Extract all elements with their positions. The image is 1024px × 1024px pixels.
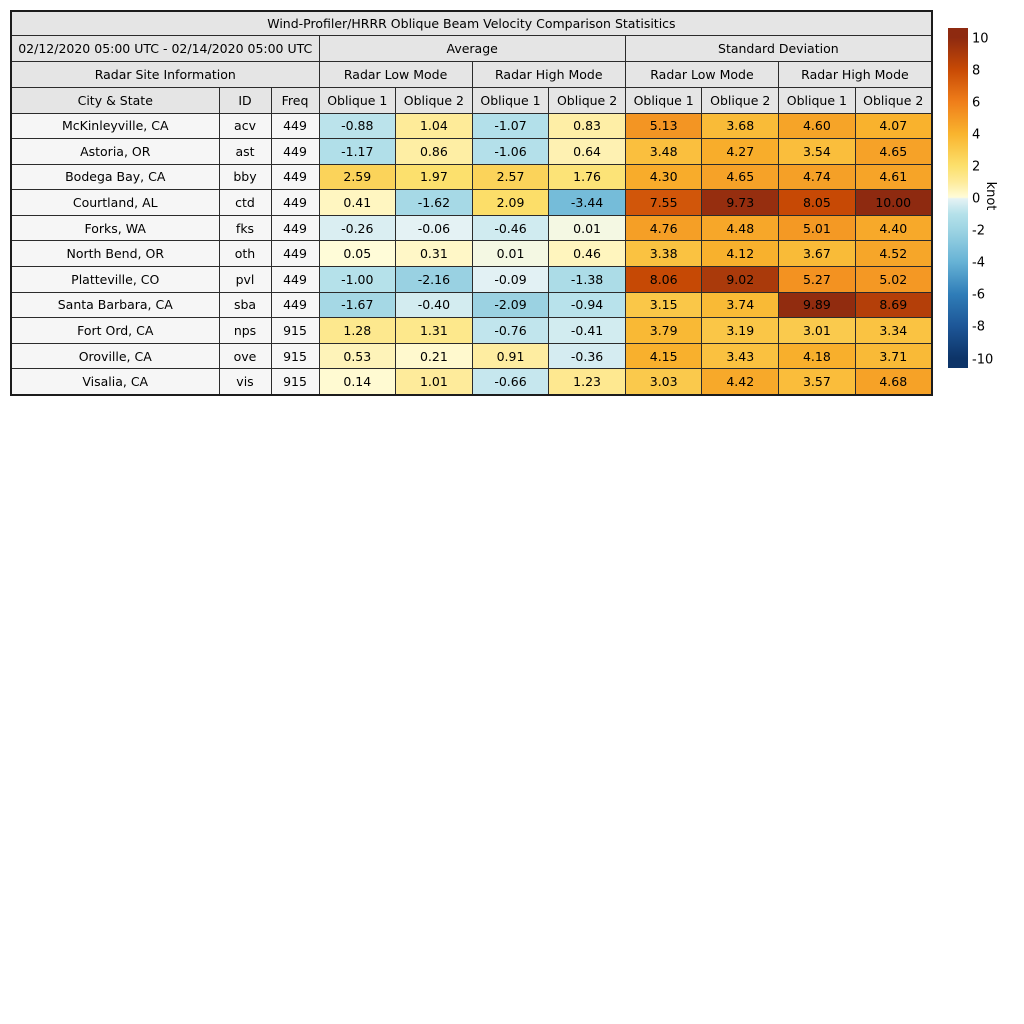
value-cell: 9.02 (702, 267, 779, 293)
group-header-average: Average (319, 35, 625, 61)
column-header-8: Oblique 2 (702, 87, 779, 113)
value-cell: 0.21 (396, 343, 473, 369)
value-cell: 9.73 (702, 190, 779, 216)
table-row (11, 215, 932, 241)
table-row (11, 292, 932, 318)
value-cell: 1.76 (549, 164, 626, 190)
group-header-row (11, 35, 932, 61)
table-row (11, 369, 932, 395)
value-cell: 0.53 (319, 343, 396, 369)
city-cell: Bodega Bay, CA (11, 164, 219, 190)
value-cell: 4.74 (779, 164, 856, 190)
value-cell: 3.34 (855, 318, 932, 344)
value-cell: 3.15 (625, 292, 702, 318)
value-cell: -2.16 (396, 267, 473, 293)
colorbar-tick-label: -10 (972, 352, 994, 367)
colorbar-gradient (948, 28, 968, 368)
freq-cell: 449 (271, 241, 319, 267)
value-cell: 4.27 (702, 139, 779, 165)
value-cell: -0.94 (549, 292, 626, 318)
value-cell: 8.05 (779, 190, 856, 216)
id-cell: acv (219, 113, 271, 139)
table-row (11, 343, 932, 369)
colorbar-tick-label: -6 (972, 287, 985, 303)
value-cell: 4.40 (855, 215, 932, 241)
value-cell: 1.23 (549, 369, 626, 395)
value-cell: 2.59 (319, 164, 396, 190)
value-cell: -0.41 (549, 318, 626, 344)
value-cell: -0.26 (319, 215, 396, 241)
city-cell: Visalia, CA (11, 369, 219, 395)
value-cell: -0.46 (472, 215, 549, 241)
city-cell: North Bend, OR (11, 241, 219, 267)
value-cell: 0.01 (549, 215, 626, 241)
value-cell: 0.91 (472, 343, 549, 369)
value-cell: 4.60 (779, 113, 856, 139)
id-cell: bby (219, 164, 271, 190)
column-header-4: Oblique 2 (396, 87, 473, 113)
freq-cell: 915 (271, 369, 319, 395)
value-cell: 0.01 (472, 241, 549, 267)
value-cell: 4.30 (625, 164, 702, 190)
value-cell: 3.67 (779, 241, 856, 267)
city-cell: McKinleyville, CA (11, 113, 219, 139)
value-cell: -0.36 (549, 343, 626, 369)
id-cell: pvl (219, 267, 271, 293)
value-cell: -0.09 (472, 267, 549, 293)
table-row (11, 164, 932, 190)
freq-cell: 915 (271, 318, 319, 344)
value-cell: 3.71 (855, 343, 932, 369)
freq-cell: 449 (271, 164, 319, 190)
value-cell: 4.15 (625, 343, 702, 369)
table-row (11, 318, 932, 344)
freq-cell: 449 (271, 139, 319, 165)
mode-header-avg-high: Radar High Mode (472, 61, 625, 87)
city-cell: Santa Barbara, CA (11, 292, 219, 318)
colorbar (948, 28, 1024, 372)
column-header-2: Freq (271, 87, 319, 113)
value-cell: 5.01 (779, 215, 856, 241)
date-range-cell: 02/12/2020 05:00 UTC - 02/14/2020 05:00 UTC (11, 35, 319, 61)
column-header-9: Oblique 1 (779, 87, 856, 113)
value-cell: -0.76 (472, 318, 549, 344)
id-cell: fks (219, 215, 271, 241)
freq-cell: 449 (271, 113, 319, 139)
colorbar-tick-label: 0 (972, 191, 981, 207)
value-cell: 0.83 (549, 113, 626, 139)
value-cell: 0.86 (396, 139, 473, 165)
mode-header-row (11, 61, 932, 87)
value-cell: -2.09 (472, 292, 549, 318)
title-row (11, 11, 932, 35)
group-header-stddev: Standard Deviation (625, 35, 931, 61)
city-cell: Oroville, CA (11, 343, 219, 369)
table-body (11, 11, 932, 395)
column-header-5: Oblique 1 (472, 87, 549, 113)
value-cell: -3.44 (549, 190, 626, 216)
colorbar-tick-label: -2 (972, 223, 985, 239)
table-row (11, 267, 932, 293)
value-cell: 4.12 (702, 241, 779, 267)
value-cell: -0.66 (472, 369, 549, 395)
value-cell: 3.19 (702, 318, 779, 344)
value-cell: 3.74 (702, 292, 779, 318)
value-cell: 0.41 (319, 190, 396, 216)
value-cell: -1.00 (319, 267, 396, 293)
statistics-table (10, 10, 933, 396)
value-cell: 8.69 (855, 292, 932, 318)
value-cell: 5.02 (855, 267, 932, 293)
value-cell: 9.89 (779, 292, 856, 318)
mode-header-std-high: Radar High Mode (779, 61, 932, 87)
city-cell: Courtland, AL (11, 190, 219, 216)
column-header-10: Oblique 2 (855, 87, 932, 113)
freq-cell: 449 (271, 215, 319, 241)
value-cell: 3.01 (779, 318, 856, 344)
value-cell: 2.57 (472, 164, 549, 190)
value-cell: 1.97 (396, 164, 473, 190)
value-cell: 0.31 (396, 241, 473, 267)
city-cell: Platteville, CO (11, 267, 219, 293)
value-cell: 0.14 (319, 369, 396, 395)
table-title: Wind-Profiler/HRRR Oblique Beam Velocity Comparison Statisitics (11, 11, 932, 35)
value-cell: 4.18 (779, 343, 856, 369)
value-cell: 3.03 (625, 369, 702, 395)
value-cell: 0.64 (549, 139, 626, 165)
mode-header-avg-low: Radar Low Mode (319, 61, 472, 87)
value-cell: -1.17 (319, 139, 396, 165)
colorbar-tick-label: 10 (972, 31, 989, 46)
id-cell: ctd (219, 190, 271, 216)
value-cell: 7.55 (625, 190, 702, 216)
id-cell: ast (219, 139, 271, 165)
value-cell: 1.04 (396, 113, 473, 139)
value-cell: -1.07 (472, 113, 549, 139)
value-cell: 4.65 (855, 139, 932, 165)
column-header-6: Oblique 2 (549, 87, 626, 113)
freq-cell: 915 (271, 343, 319, 369)
value-cell: 4.48 (702, 215, 779, 241)
value-cell: -1.62 (396, 190, 473, 216)
value-cell: -0.88 (319, 113, 396, 139)
colorbar-tick-label: 2 (972, 159, 981, 175)
value-cell: 3.57 (779, 369, 856, 395)
table-row (11, 139, 932, 165)
colorbar-tick-label: -8 (972, 319, 985, 335)
value-cell: 8.06 (625, 267, 702, 293)
colorbar-unit-label: knot (983, 181, 998, 211)
value-cell: 3.48 (625, 139, 702, 165)
city-cell: Forks, WA (11, 215, 219, 241)
value-cell: 1.28 (319, 318, 396, 344)
colorbar-tick-label: 4 (972, 127, 981, 143)
value-cell: -0.40 (396, 292, 473, 318)
value-cell: 1.31 (396, 318, 473, 344)
value-cell: -1.06 (472, 139, 549, 165)
column-header-7: Oblique 1 (625, 87, 702, 113)
id-cell: nps (219, 318, 271, 344)
column-header-0: City & State (11, 87, 219, 113)
value-cell: -0.06 (396, 215, 473, 241)
value-cell: 0.46 (549, 241, 626, 267)
colorbar-tick-label: 8 (972, 63, 981, 79)
column-header-1: ID (219, 87, 271, 113)
id-cell: vis (219, 369, 271, 395)
value-cell: 5.27 (779, 267, 856, 293)
value-cell: 5.13 (625, 113, 702, 139)
value-cell: 3.79 (625, 318, 702, 344)
id-cell: sba (219, 292, 271, 318)
value-cell: 4.52 (855, 241, 932, 267)
freq-cell: 449 (271, 292, 319, 318)
column-header-row (11, 87, 932, 113)
city-cell: Astoria, OR (11, 139, 219, 165)
value-cell: -1.67 (319, 292, 396, 318)
value-cell: 0.05 (319, 241, 396, 267)
value-cell: 2.09 (472, 190, 549, 216)
value-cell: 1.01 (396, 369, 473, 395)
value-cell: -1.38 (549, 267, 626, 293)
site-info-header: Radar Site Information (11, 61, 319, 87)
city-cell: Fort Ord, CA (11, 318, 219, 344)
value-cell: 3.43 (702, 343, 779, 369)
value-cell: 10.00 (855, 190, 932, 216)
table-row (11, 190, 932, 216)
value-cell: 4.61 (855, 164, 932, 190)
value-cell: 3.54 (779, 139, 856, 165)
id-cell: oth (219, 241, 271, 267)
table-row (11, 113, 932, 139)
id-cell: ove (219, 343, 271, 369)
value-cell: 3.68 (702, 113, 779, 139)
value-cell: 4.42 (702, 369, 779, 395)
freq-cell: 449 (271, 267, 319, 293)
column-header-3: Oblique 1 (319, 87, 396, 113)
value-cell: 4.65 (702, 164, 779, 190)
mode-header-std-low: Radar Low Mode (625, 61, 778, 87)
value-cell: 4.76 (625, 215, 702, 241)
colorbar-tick-label: 6 (972, 95, 981, 111)
freq-cell: 449 (271, 190, 319, 216)
value-cell: 4.68 (855, 369, 932, 395)
table-row (11, 241, 932, 267)
value-cell: 3.38 (625, 241, 702, 267)
value-cell: 4.07 (855, 113, 932, 139)
colorbar-tick-label: -4 (972, 255, 985, 271)
